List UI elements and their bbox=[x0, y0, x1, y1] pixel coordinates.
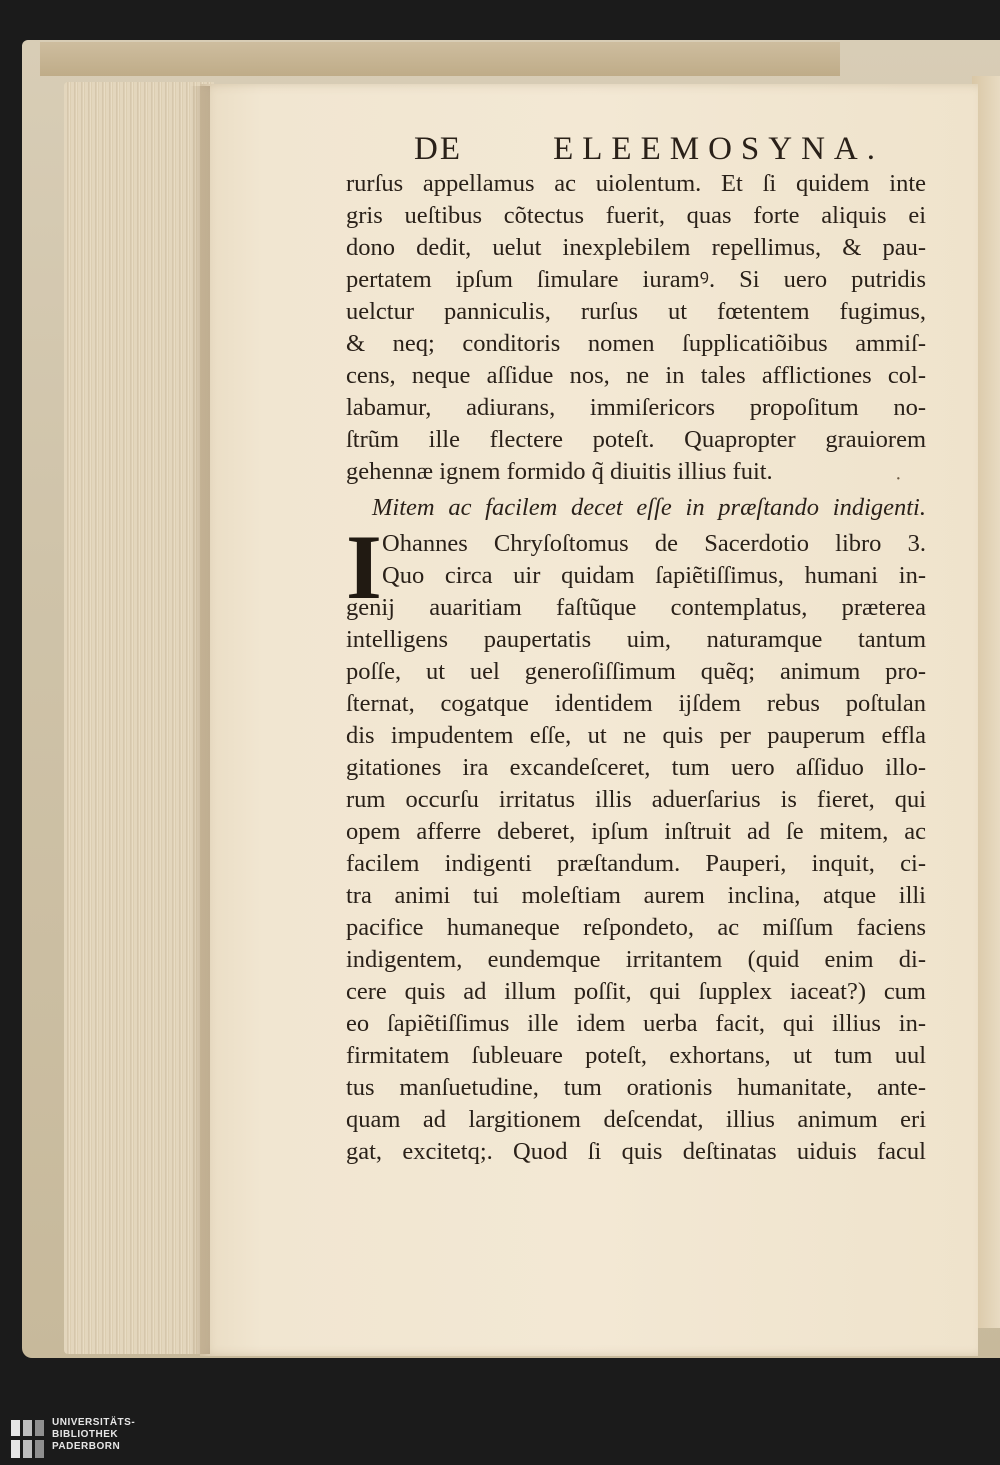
logo-line-2: BIBLIOTHEK bbox=[52, 1429, 119, 1440]
text-line: pacifice humaneque reſpondeto, ac miſſum faciens bbox=[346, 914, 926, 941]
text-line: dis impudentem eſſe, ut ne quis per pauperum effla bbox=[346, 722, 926, 749]
text-line: & neq; conditoris nomen ſupplicatiõibus ammiſ- bbox=[346, 330, 926, 357]
text-line: Ohannes Chryſoſtomus de Sacerdotio libro 3. bbox=[382, 530, 926, 557]
text-line: facilem indigenti præſtandum. Pauperi, inquit, ci- bbox=[346, 850, 926, 877]
text-line: ſternat, cogatque identidem ijſdem rebus poſtulan bbox=[346, 690, 926, 717]
text-line: gehennæ ignem formido q̃ diuitis illius fuit. bbox=[346, 458, 773, 485]
text-line: rurſus appellamus ac uiolentum. Et ſi quidem inte bbox=[346, 170, 926, 197]
text-line: tus manſuetudine, tum orationis humanitate, ante- bbox=[346, 1074, 926, 1101]
text-line: indigentem, eundemque irritantem (quid enim di- bbox=[346, 946, 926, 973]
text-line: poſſe, ut uel generoſiſſimum quẽq; animum pro- bbox=[346, 658, 926, 685]
drop-cap: I bbox=[346, 516, 382, 618]
text-line: Quo circa uir quidam ſapiẽtiſſimus, humani in- bbox=[382, 562, 926, 589]
text-line: gat, excitetq;. Quod ſi quis deſtinatas uiduis facul bbox=[346, 1138, 926, 1165]
text-line: cere quis ad illum poſſit, qui ſupplex iaceat?) cum bbox=[346, 978, 926, 1005]
text-line: dono dedit, uelut inexplebilem repellimus, & pau- bbox=[346, 234, 926, 261]
text-line: eo ſapiẽtiſſimus ille idem uerba facit, qui illius in- bbox=[346, 1010, 926, 1037]
text-line: gitationes ira excandeſceret, tum uero aſſiduo illo- bbox=[346, 754, 926, 781]
margin-mark: · bbox=[895, 468, 902, 490]
footer-bar bbox=[0, 1415, 1000, 1465]
running-head-left: DE bbox=[414, 130, 462, 167]
text-line: intelligens paupertatis uim, naturamque tantum bbox=[346, 626, 926, 653]
section-heading: Mitem ac facilem decet eſſe in præſtando indigenti. bbox=[372, 494, 926, 521]
text-line: gris ueſtibus cõtectus fuerit, quas forte aliquis ei bbox=[346, 202, 926, 229]
text-line: uelctur panniculis, rurſus ut fœtentem fugimus, bbox=[346, 298, 926, 325]
text-line: quam ad largitionem deſcendat, illius animum eri bbox=[346, 1106, 926, 1133]
running-head-right: ELEEMOSYNA. bbox=[553, 130, 884, 167]
library-logo-text bbox=[52, 1417, 135, 1453]
text-line: cens, neque aſſidue nos, ne in tales afflictiones col- bbox=[346, 362, 926, 389]
text-line: genij auaritiam faſtũque contemplatus, præterea bbox=[346, 594, 926, 621]
text-line: firmitatem ſubleuare poteſt, exhortans, ut tum uul bbox=[346, 1042, 926, 1069]
binding-top-edge bbox=[40, 42, 840, 76]
text-line: rum occurſu irritatus illis aduerſarius is fieret, qui bbox=[346, 786, 926, 813]
gutter-shadow bbox=[190, 86, 210, 1354]
running-head bbox=[414, 128, 884, 170]
text-line: opem afferre deberet, ipſum inſtruit ad ſe mitem, ac bbox=[346, 818, 926, 845]
logo-line-1: UNIVERSITÄTS- bbox=[52, 1417, 136, 1428]
text-line: pertatem ipſum ſimulare iuramꝰ. Si uero putridis bbox=[346, 266, 926, 293]
logo-line-3: PADERBORN bbox=[52, 1441, 121, 1452]
text-line: ſtrũm ille flectere poteſt. Quapropter grauiorem bbox=[346, 426, 926, 453]
library-logo-icon bbox=[9, 1418, 47, 1460]
text-line: labamur, adiurans, immiſericors propoſitum no- bbox=[346, 394, 926, 421]
text-line: tra animi tui moleſtiam aurem inclina, atque illi bbox=[346, 882, 926, 909]
